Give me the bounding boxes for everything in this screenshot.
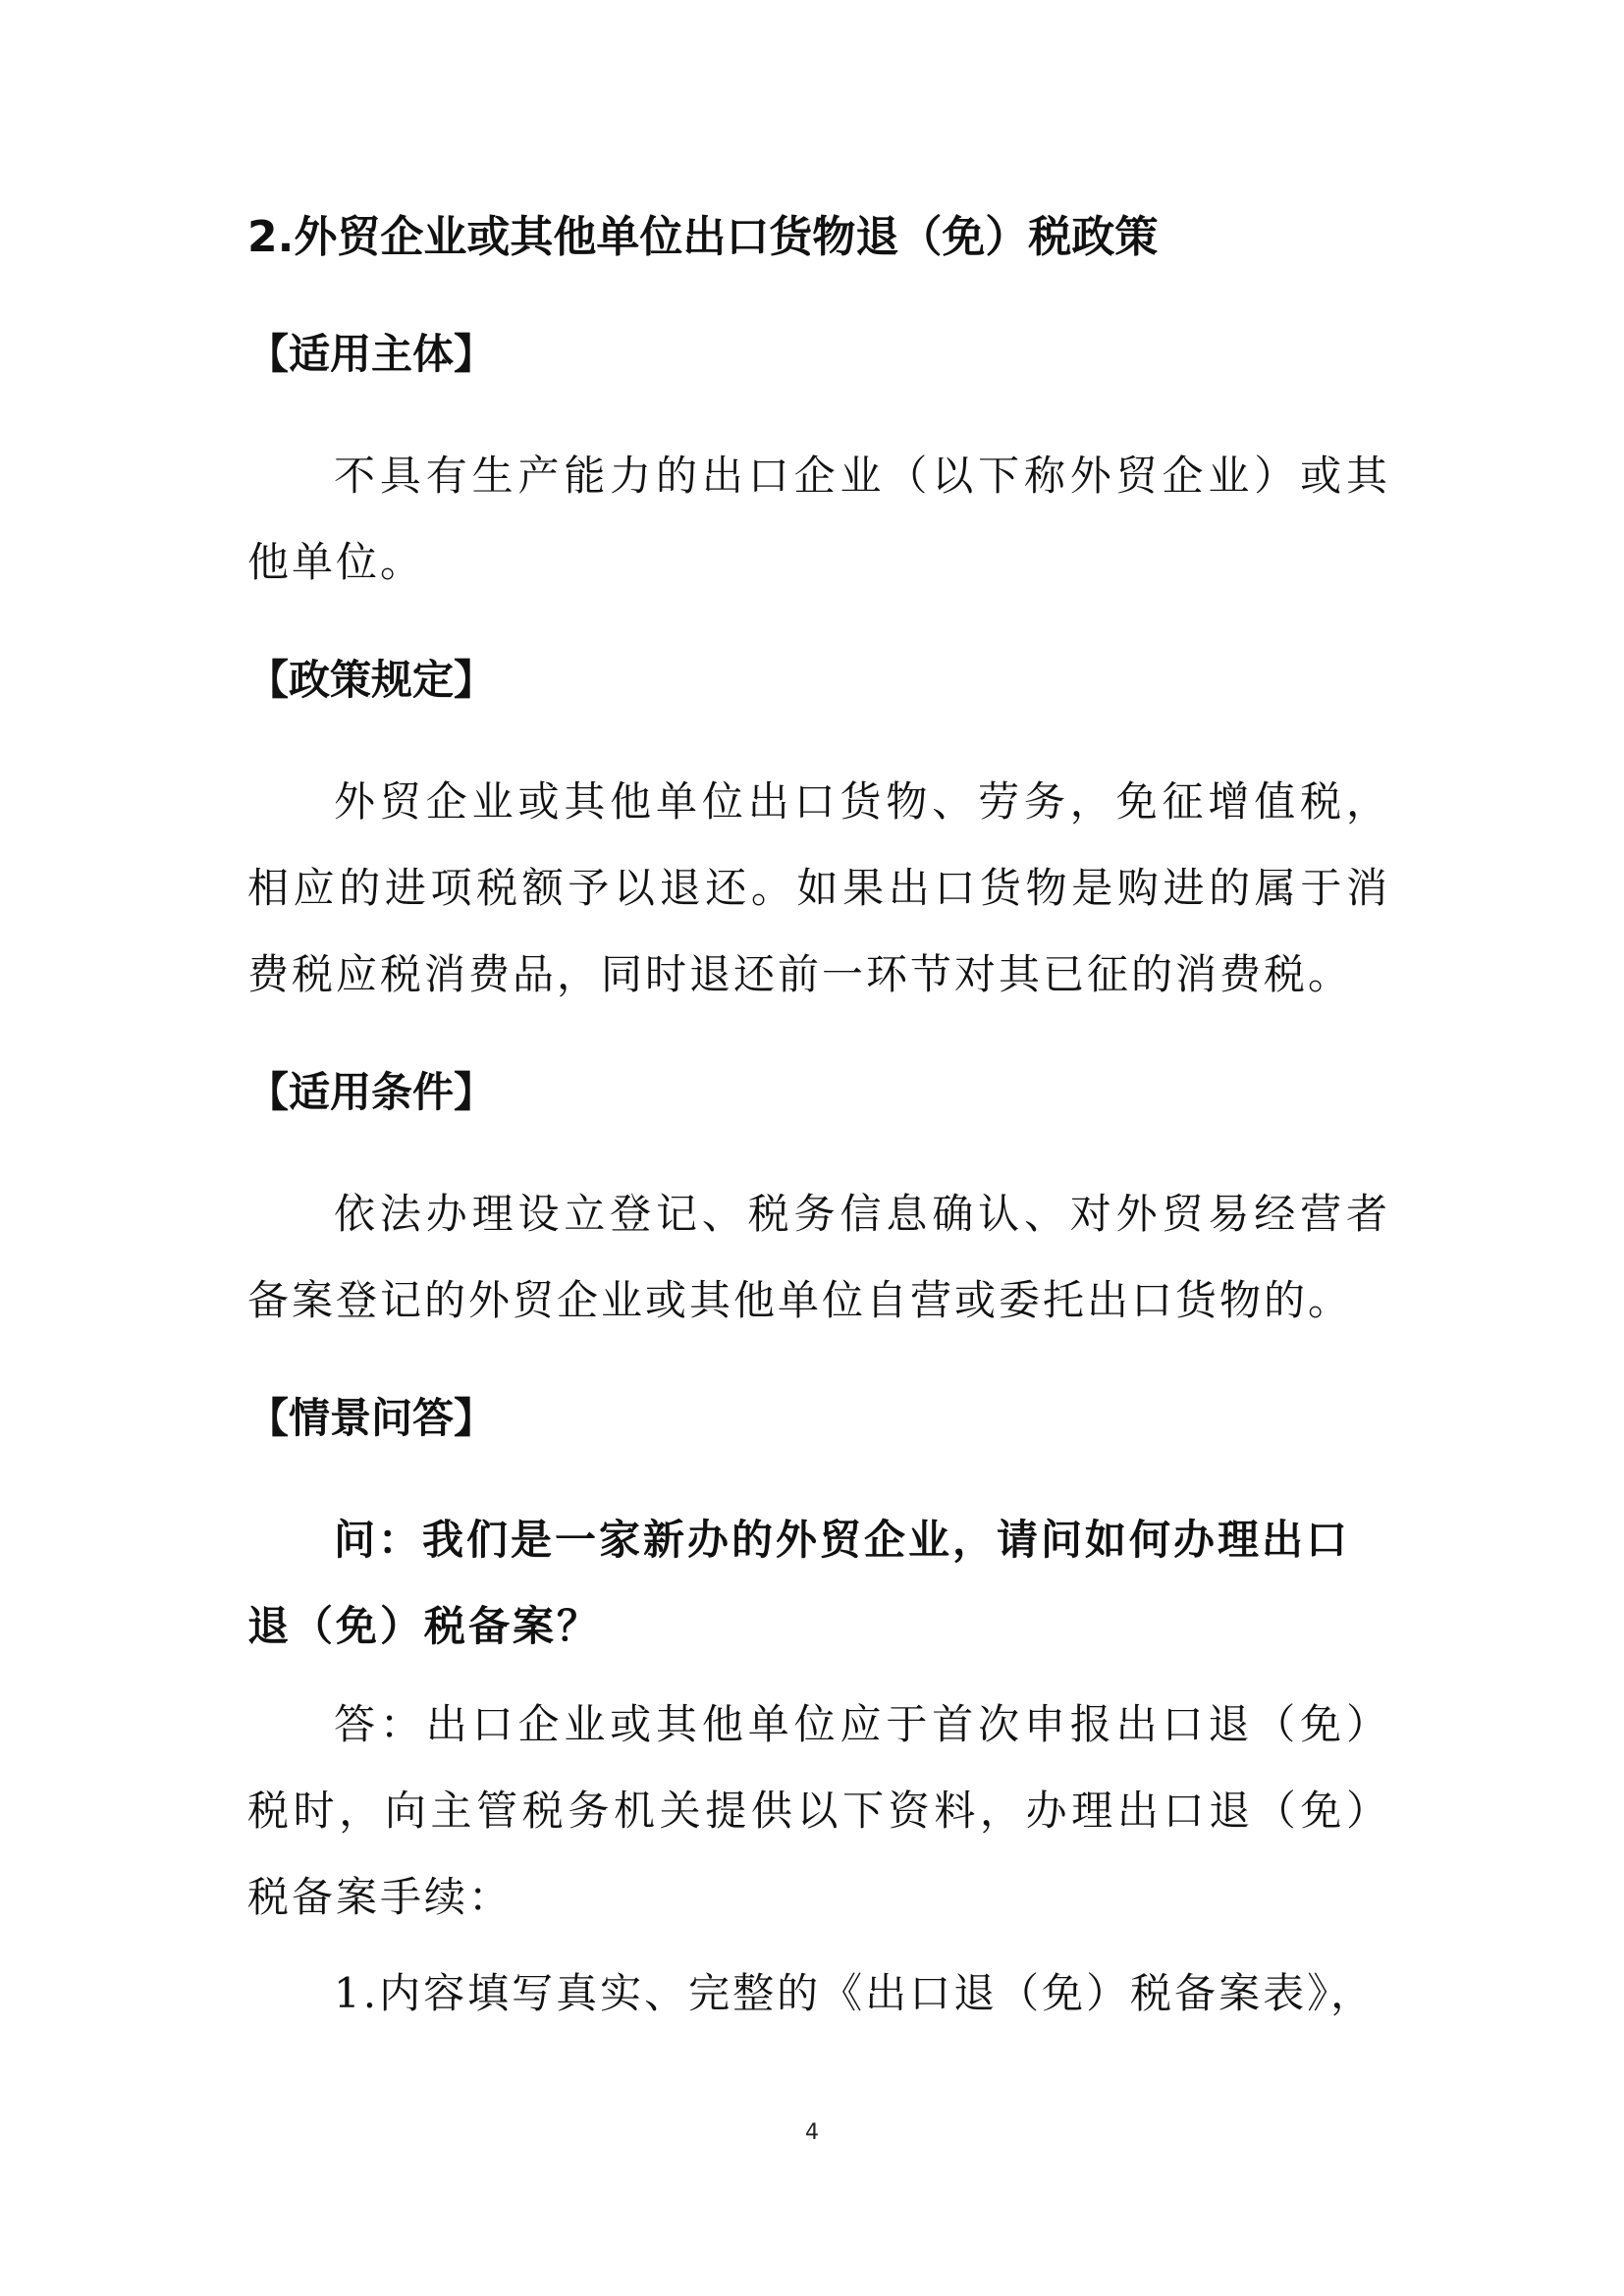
heading-scenario-qa: 【情景问答】 [247,1394,496,1442]
qa-question: 问：我们是一家新办的外贸企业，请问如何办理出口退（免）税备案？ [247,1516,1351,1650]
document-body [247,201,1390,2037]
heading-policy-provisions: 【政策规定】 [247,656,496,704]
heading-applicable-subject: 【适用主体】 [247,330,496,378]
section-title: 2.外贸企业或其他单位出口货物退（免）税政策 [247,212,1159,262]
paragraph-applicable-conditions: 依法办理设立登记、税务信息确认、对外贸易经营者备案登记的外贸企业或其他单位自营或委托出口货物的。 [247,1190,1390,1324]
list-item: 1.内容填写真实、完整的《出口退（免）税备案表》， [334,1969,1376,2017]
qa-answer: 答：出口企业或其他单位应于首次申报出口退（免）税时，向主管税务机关提供以下资料，办理出口退（免）税备案手续： [247,1700,1390,1921]
page-number: 4 [805,2120,819,2145]
heading-applicable-conditions: 【适用条件】 [247,1068,496,1116]
paragraph-policy-provisions: 外贸企业或其他单位出口货物、劳务，免征增值税，相应的进项税额予以退还。如果出口货物是购进的属于消费税应税消费品，同时退还前一环节对其已征的消费税。 [247,777,1390,998]
paragraph-applicable-subject: 不具有生产能力的出口企业（以下称外贸企业）或其他单位。 [247,452,1390,586]
